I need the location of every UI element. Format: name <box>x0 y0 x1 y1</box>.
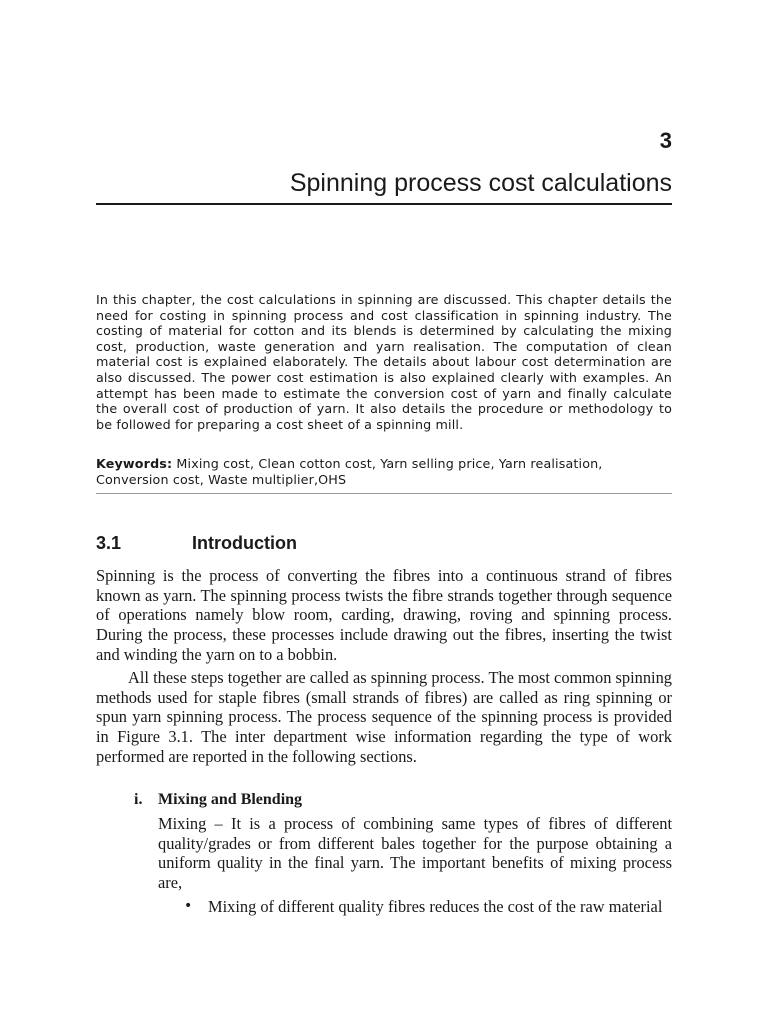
chapter-abstract: In this chapter, the cost calculations in spinning are discussed. This chapter details the need for costing in spinning process and cost classification in spinning industry. The costing of material for cotton and its blends is determined by calculating the mixing cost, production, waste generation and yarn realisation. The computation of clean material cost is explained elaborately. The details about labour cost determination are also discussed. The power cost estimation is also explained clearly with examples. An attempt has been made to estimate the conversion cost of yarn and finally calculate the overall cost of production of yarn. It also details the procedure or methodology to be followed for preparing a cost sheet of a spinning mill. <box>96 292 672 432</box>
mixing-paragraph: Mixing – It is a process of combining same types of fibres of different quality/grades or from different bales together for the purpose obtaining a uniform quality in the final yarn. The important benefits of mixing process are, <box>158 814 672 893</box>
abstract-divider <box>96 493 672 494</box>
chapter-number: 3 <box>659 128 672 153</box>
section-number: 3.1 <box>96 533 122 553</box>
list-heading-text: Mixing and Blending <box>158 791 303 808</box>
intro-paragraph-2: All these steps together are called as spinning process. The most common spinning methods used for staple fibres (small strands of fibres) are called as ring spinning or spun yarn spinning process. The process sequence of the spinning process is provided in Figure 3.1. The inter department wise information regarding the type of work performed are reported in the following sections. <box>96 668 672 766</box>
list-marker: i. <box>134 791 143 808</box>
keywords-label: Keywords: <box>96 456 173 471</box>
bullet-text: Mixing of different quality fibres reduces the cost of the raw material <box>208 897 663 916</box>
document-page <box>96 0 672 1024</box>
chapter-title: Spinning process cost calculations <box>289 169 672 197</box>
keywords-block <box>96 456 672 488</box>
list-item-heading <box>134 790 302 810</box>
bullet-icon: • <box>184 898 193 914</box>
section-heading <box>96 532 297 554</box>
section-title: Introduction <box>192 533 297 553</box>
intro-paragraph-1: Spinning is the process of converting the fibres into a continuous strand of fibres known as yarn. The spinning process twists the fibre strands together through sequence of operations namely blow room, carding, drawing, roving and spinning process. During the process, these processes include drawing out the fibres, inserting the twist and winding the yarn on to a bobbin. <box>96 566 672 664</box>
title-divider <box>96 203 672 205</box>
keywords-list: Mixing cost, Clean cotton cost, Yarn selling price, Yarn realisation, Conversion cost, Waste multiplier,OHS <box>96 456 603 487</box>
